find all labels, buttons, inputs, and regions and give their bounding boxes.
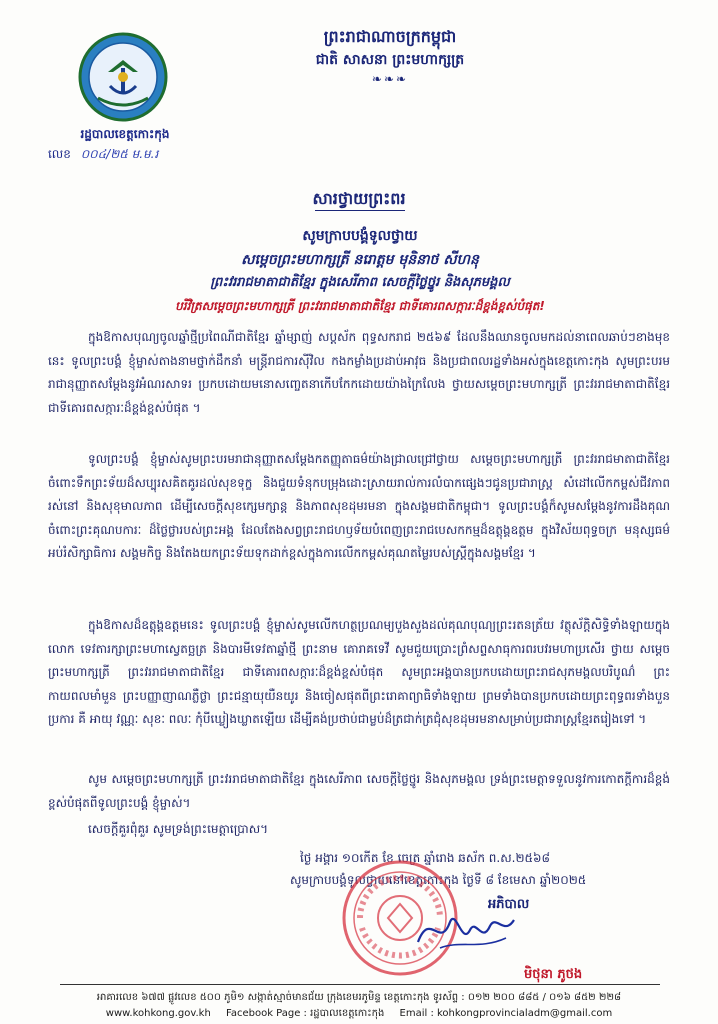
- body-paragraph-5-text: សេចក្តីគួរពុំគួរ សូមទ្រង់ព្រះមេត្តាប្រោស។: [88, 822, 269, 836]
- title-underline: [315, 210, 405, 211]
- body-paragraph-1-text: ក្នុងឱកាសបុណ្យចូលឆ្នាំថ្មីប្រពៃណីជាតិខ្មែរ ឆ្នាំម្សាញ់ សប្តស័ក ពុទ្ធសករាជ ២៥៦៩ ដែលនឹងឈានចូលមកដល់នាពេលឆាប់ៗខាងមុខនេះ ទូលព្រះបង្គំ ខ្ញុំម្ចាស់តាងនាមថ្នាក់ដឹកនាំ មន្ត្រីរាជការស៊ីវិល កងកម្លាំងប្រដាប់អាវុធ និងប្រជាពលរដ្ឋទាំងអស់ក្នុងខេត្តកោះកុង សូមព្រះបរមរាជានុញ្ញាតសម្តែងនូវអំណរសាទរ ប្រកបដោយមនោសញ្ចេតនាកើបកែកដោយយ៉ាងក្រៃលែង ថ្វាយសម្តេចព្រះមហាក្សត្រី ព្រះវររាជមាតាជាតិខ្មែរ ជាទីគោរពសក្ការៈដ៏ខ្ពង់ខ្ពស់បំផុត ។: [48, 330, 670, 415]
- reference-value: ០០៤/២៥ ម.ម.រ: [80, 147, 159, 161]
- provincial-emblem-logo: [78, 32, 168, 122]
- body-paragraph-2: [48, 448, 670, 598]
- handwritten-signature: [410, 900, 520, 960]
- footer-facebook-link[interactable]: Facebook Page : រដ្ឋបាលខេត្តកោះកុង: [226, 1008, 385, 1019]
- solar-date: សូមក្រាបបង្គំទូលថ្វាយនៅខេត្តកោះកុង ថ្ងៃទី ៨ ខែមេសា ឆ្នាំ២០២៥: [290, 873, 587, 887]
- body-paragraph-2-text: ទូលព្រះបង្គំ ខ្ញុំម្ចាស់សូមព្រះបរមរាជានុញ្ញាតសម្តែងកតញ្ញុតាធម៌យ៉ាងជ្រាលជ្រៅថ្វាយ សម្តេចព្រះមហាក្សត្រី ព្រះវររាជមាតាជាតិខ្មែរ ចំពោះទឹកព្រះទ័យដ៏សប្បុរសគិតគូរដល់សុខទុក្ខ និងជួយទំនុកបម្រុងដោះស្រាយរាល់ការលំបាកផ្សេងៗជូនប្រជារាស្ត្រ សំដៅលើកកម្ពស់ជីវភាពរស់នៅ និងសុខុមាលភាព ដើម្បីសេចក្តីសុខក្សេមក្សាន្ត និងភាពសុខដុមរមនា ក្នុងសង្គមជាតិកម្ពុជា។ ទូលព្រះបង្គំក៏សូមសម្តែងនូវការដឹងគុណចំពោះព្រះគុណបការៈ ដ៏ថ្លៃថ្លារបស់ព្រះអង្គ ដែលតែងសព្វព្រះរាជហឫទ័យបំពេញព្រះរាជបេសកកម្មដ៏ឧត្តុង្គឧត្តម ក្នុងវិស័យពុទ្ធចក្រ មនុស្សធម៌ អប់រំសិក្សាធិការ សង្គមកិច្ច និងតែងយកព្រះទ័យទុកដាក់ខ្ពស់ក្នុងការលើកកម្ពស់គុណតម្លៃរបស់ស្ត្រីក្នុងសង្គមខ្មែរ ។: [48, 452, 670, 560]
- organization-name: រដ្ឋបាលខេត្តកោះកុង: [80, 127, 170, 141]
- footer-contact: [0, 1006, 718, 1021]
- body-paragraph-4-text: សូម សម្តេចព្រះមហាក្សត្រី ព្រះវររាជមាតាជាតិខ្មែរ ក្នុងសេរីភាព សេចក្តីថ្លៃថ្នូរ និងសុភមង្គល ទ្រង់ព្រះមេត្តាទទួលនូវការកោតក្តីការដ៏ខ្ពង់ខ្ពស់បំផុតពីទូលព្រះបង្គំ ខ្ញុំម្ចាស់។: [48, 772, 670, 810]
- body-paragraph-3: [48, 614, 670, 764]
- signer-name: មិថុនា ភូថង: [524, 967, 583, 982]
- signer-title: អភិបាល: [488, 897, 530, 912]
- footer-website-link[interactable]: www.kohkong.gov.kh: [105, 1008, 211, 1019]
- lunar-date: ថ្ងៃ អង្គារ ១០កើត ខែ ចេត្រ ឆ្នាំរោង ឆស័ក ព.ស.២៥៦៨: [300, 851, 551, 865]
- reference-prefix: លេខ: [48, 147, 71, 161]
- footer-divider: [60, 984, 660, 985]
- motto-ornament: ❧❧❧: [371, 72, 409, 86]
- body-paragraph-4: [48, 768, 670, 816]
- body-paragraph-5: [48, 818, 670, 842]
- recipient-name: សម្តេចព្រះមហាក្សត្រី នរោត្តម មុនិនាថ សីហនុ: [241, 252, 479, 268]
- salutation-line: សូមក្រាបបង្គំទូលថ្វាយ: [302, 228, 418, 244]
- national-motto: ជាតិ សាសនា ព្រះមហាក្សត្រ: [315, 52, 465, 68]
- reference-number: [48, 146, 158, 164]
- recipient-honorific: បរិវិត្រសម្តេចព្រះមហាក្សត្រី ព្រះវររាជមាតាជាតិខ្មែរ ជាទីគោរពសក្ការៈដ៏ខ្ពង់ខ្ពស់បំផុត!: [175, 299, 545, 313]
- document-title: សារថ្វាយព្រះពរ: [312, 189, 406, 208]
- body-paragraph-3-text: ក្នុងឱកាសដ៏ឧត្តុង្គឧត្តមនេះ ទូលព្រះបង្គំ ខ្ញុំម្ចាស់សូមលើកហត្ថប្រណម្យបួងសួងដល់គុណបុណ្យព្រះរតនត្រ័យ វត្ថុស័ក្តិសិទ្ធិទាំងឡាយក្នុងលោក ទេវតារក្សាព្រះមហាស្វេតច្ឆត្រ និងបារមីទេវតាឆ្នាំថ្មី ព្រះនាម គោរាគទេវី សូមជួយប្រោះព្រំសព្ទសាធុការពរបវរមហាប្រសើរ ថ្វាយ សម្តេចព្រះមហាក្សត្រី ព្រះវររាជមាតាជាតិខ្មែរ ជាទីគោរពសក្ការៈដ៏ខ្ពង់ខ្ពស់បំផុត សូមព្រះអង្គបានប្រកបដោយព្រះរាជសុភមង្គលបរិបូណ៌ ព្រះកាយពលមាំមួន ព្រះបញ្ញាញាណភ្លឺថ្លា ព្រះជន្មាយុយឺនយូរ និងចៀសផុតពីព្រះរោគាព្យាធិទាំងឡាយ ព្រមទាំងបានប្រកបដោយព្រះពុទ្ធពរទាំងបួនប្រការ គឺ អាយុ វណ្ណៈ សុខៈ ពលៈ កុំបីឃ្លៀងឃ្លាតឡើយ ដើម្បីគង់ប្រថាប់ជាម្លប់ដ៏ត្រជាក់ត្រជុំសុខដុមរមនាសម្រាប់ប្រជារាស្ត្រខ្មែរតរៀងទៅ ។: [48, 618, 670, 726]
- kingdom-heading: ព្រះរាជាណាចក្រកម្ពុជា: [323, 27, 457, 46]
- footer-address: អាគារលេខ ៦៧៧ ផ្លូវលេខ ៥០០ ភូមិ១ សង្កាត់ស្មាច់មានជ័យ ក្រុងខេមរភូមិន្ទ ខេត្តកោះកុង ទូរស័ព្ទ : ០១២ ២០០ ៨៨៥ / ០១៦ ៨៥២ ២២៨: [96, 992, 622, 1003]
- body-paragraph-1: [48, 326, 670, 426]
- recipient-title: ព្រះវររាជមាតាជាតិខ្មែរ ក្នុងសេរីភាព សេចក្តីថ្លៃថ្នូរ និងសុភមង្គល: [210, 275, 510, 290]
- footer-email-link[interactable]: Email : kohkongprovincialadm@gmail.com: [399, 1008, 613, 1019]
